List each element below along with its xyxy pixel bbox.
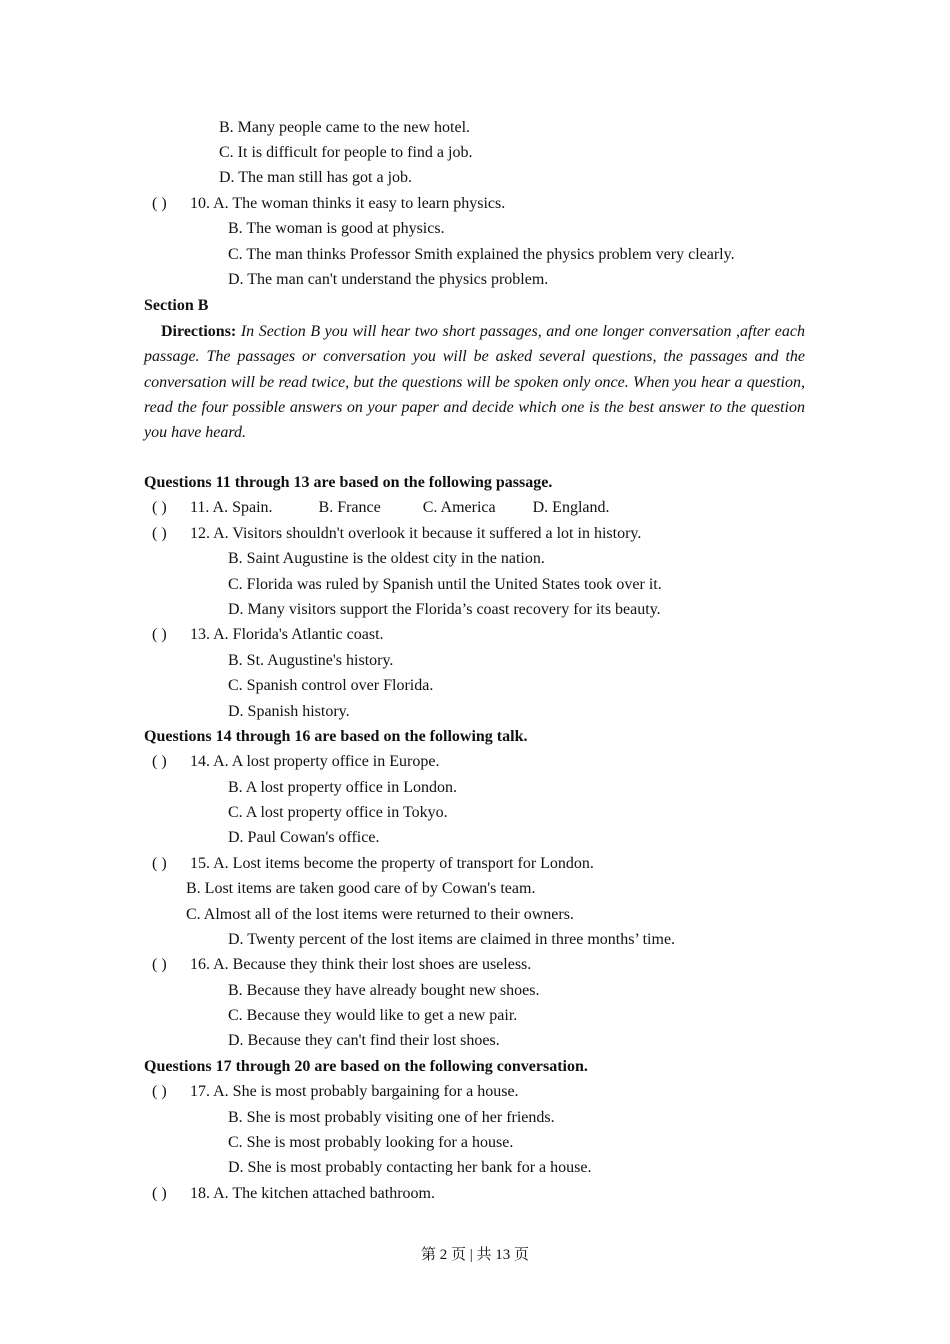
q14-option-b: B. A lost property office in London.: [228, 779, 458, 796]
q16-option-b: B. Because they have already bought new shoes.: [228, 982, 540, 999]
q11-option-a: 11. A. Spain.: [190, 499, 273, 516]
q9-option-c: C. It is difficult for people to find a job.: [219, 144, 473, 161]
q12-option-d: D. Many visitors support the Florida’s coast recovery for its beauty.: [228, 601, 661, 618]
q16-option-a: 16. A. Because they think their lost shoes are useless.: [190, 956, 532, 973]
q17-option-d: D. She is most probably contacting her bank for a house.: [228, 1159, 592, 1176]
q15-option-d: D. Twenty percent of the lost items are claimed in three months’ time.: [228, 931, 676, 948]
q17-option-c: C. She is most probably looking for a house.: [228, 1134, 514, 1151]
q12-option-b: B. Saint Augustine is the oldest city in the nation.: [228, 550, 545, 567]
q15-option-c: C. Almost all of the lost items were returned to their owners.: [186, 906, 574, 923]
group-11-13-heading: Questions 11 through 13 are based on the following passage.: [144, 474, 553, 491]
q10-option-b: B. The woman is good at physics.: [228, 220, 445, 237]
q14-option-d: D. Paul Cowan's office.: [228, 829, 380, 846]
q18-option-a: 18. A. The kitchen attached bathroom.: [190, 1185, 435, 1202]
q13-option-b: B. St. Augustine's history.: [228, 652, 394, 669]
q16-option-d: D. Because they can't find their lost shoes.: [228, 1032, 500, 1049]
directions-text: In Section B you will hear two short passages, and one longer conversation ,after each passage. The passages or conversation you will be asked several questions, the passages and the conversation will be read twice, but the questions will be spoken only once. When you hear a question, read the four possible answers on your paper and decide which one is the best answer to the question you have heard.: [144, 323, 806, 442]
q15-answer-blank: ( ): [152, 855, 167, 872]
section-b-title: Section B: [144, 297, 209, 314]
directions-label: Directions:: [161, 323, 237, 340]
q10-option-c: C. The man thinks Professor Smith explained the physics problem very clearly.: [228, 246, 735, 263]
q13-option-a: 13. A. Florida's Atlantic coast.: [190, 626, 384, 643]
group-17-20-heading: Questions 17 through 20 are based on the following conversation.: [144, 1058, 588, 1075]
q15-option-b: B. Lost items are taken good care of by Cowan's team.: [186, 880, 536, 897]
page-footer: 第 2 页 | 共 13 页: [420, 1247, 529, 1263]
q17-option-a: 17. A. She is most probably bargaining for a house.: [190, 1083, 519, 1100]
q16-answer-blank: ( ): [152, 956, 167, 973]
q14-answer-blank: ( ): [152, 753, 167, 770]
q14-option-a: 14. A. A lost property office in Europe.: [190, 753, 440, 770]
q11-options-row: [190, 498, 609, 518]
q10-option-d: D. The man can't understand the physics problem.: [228, 271, 549, 288]
q12-option-a: 12. A. Visitors shouldn't overlook it because it suffered a lot in history.: [190, 525, 642, 542]
q13-option-c: C. Spanish control over Florida.: [228, 677, 434, 694]
q10-answer-blank: ( ): [152, 195, 167, 212]
q18-answer-blank: ( ): [152, 1185, 167, 1202]
q15-option-a: 15. A. Lost items become the property of transport for London.: [190, 855, 594, 872]
section-b-directions: [144, 319, 805, 445]
q13-option-d: D. Spanish history.: [228, 703, 350, 720]
q14-option-c: C. A lost property office in Tokyo.: [228, 804, 448, 821]
q16-option-c: C. Because they would like to get a new pair.: [228, 1007, 518, 1024]
q9-option-b: B. Many people came to the new hotel.: [219, 119, 471, 136]
q11-option-d: D. England.: [532, 499, 610, 516]
q17-answer-blank: ( ): [152, 1083, 167, 1100]
q11-answer-blank: ( ): [152, 499, 167, 516]
group-14-16-heading: Questions 14 through 16 are based on the following talk.: [144, 728, 528, 745]
q12-option-c: C. Florida was ruled by Spanish until the United States took over it.: [228, 576, 662, 593]
q11-option-b: B. France: [318, 499, 381, 516]
q11-option-c: C. America: [422, 499, 496, 516]
q10-option-a: 10. A. The woman thinks it easy to learn physics.: [190, 195, 506, 212]
q12-answer-blank: ( ): [152, 525, 167, 542]
q13-answer-blank: ( ): [152, 626, 167, 643]
q17-option-b: B. She is most probably visiting one of her friends.: [228, 1109, 555, 1126]
q9-option-d: D. The man still has got a job.: [219, 169, 413, 186]
